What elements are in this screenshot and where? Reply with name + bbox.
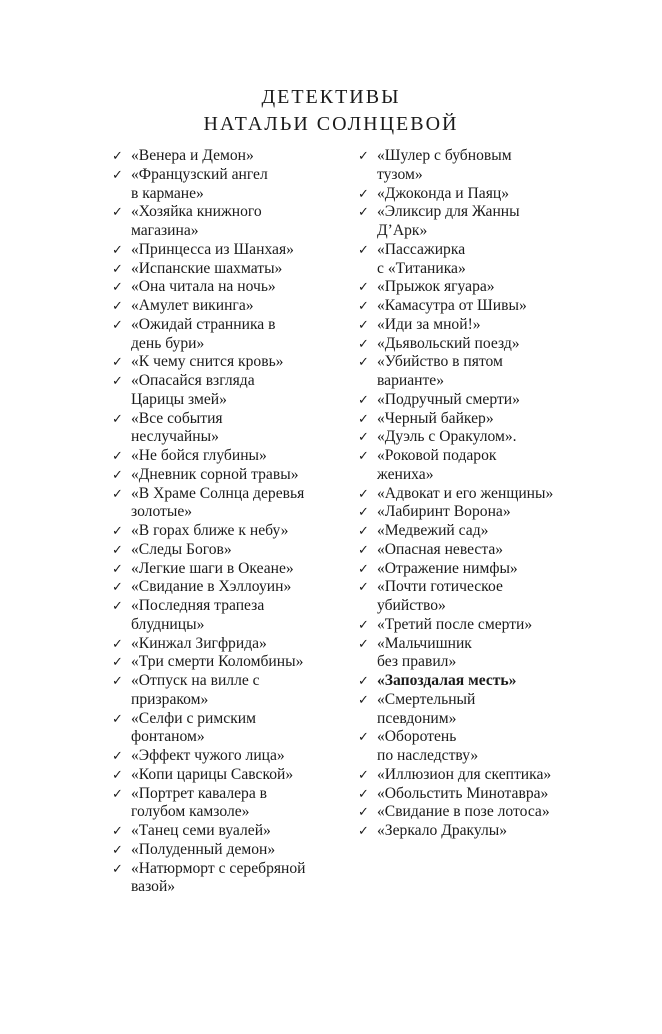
checkmark-icon: ✓ <box>112 579 123 595</box>
book-title: «Отражение нимфы» <box>377 559 518 577</box>
book-list-item <box>112 860 352 898</box>
checkmark-icon: ✓ <box>112 673 123 688</box>
checkmark-icon: ✓ <box>358 616 369 632</box>
book-title: «Полуденный демон» <box>131 840 276 858</box>
checkmark-icon: ✓ <box>112 485 123 501</box>
book-list-item <box>358 785 598 804</box>
checkmark-icon: ✓ <box>112 241 123 257</box>
book-list-item <box>112 166 352 204</box>
book-title: «Свидание в Хэллоуин» <box>131 578 292 596</box>
book-title: «Копи царицы Савской» <box>131 765 294 783</box>
book-list-item <box>358 560 598 579</box>
book-title: «Медвежий сад» <box>377 522 489 539</box>
checkmark-icon: ✓ <box>358 785 369 801</box>
checkmark-icon: ✓ <box>112 298 123 313</box>
book-title: «Отпуск на вилле с призраком» <box>131 672 260 708</box>
book-title: «Дьявольский поезд» <box>377 334 520 352</box>
checkmark-icon: ✓ <box>358 298 369 313</box>
book-title: «Свидание в позе лотоса» <box>377 803 550 821</box>
book-list-item <box>112 522 352 541</box>
checkmark-icon: ✓ <box>112 860 123 876</box>
book-title: «Запоздалая месть» <box>377 672 517 689</box>
book-title: «Иди за мной!» <box>377 315 481 333</box>
checkmark-icon: ✓ <box>112 166 123 182</box>
book-title: «Ожидай странника в день бури» <box>131 315 276 352</box>
book-list-item <box>358 447 598 485</box>
checkmark-icon: ✓ <box>112 785 123 801</box>
book-list-item <box>112 353 352 372</box>
book-title: «Подручный смерти» <box>377 390 520 408</box>
checkmark-icon: ✓ <box>358 391 369 407</box>
checkmark-icon: ✓ <box>358 185 369 201</box>
book-list-item <box>112 541 352 560</box>
book-list-item <box>112 316 352 354</box>
book-list-item <box>358 635 598 673</box>
book-list-item <box>358 803 598 822</box>
book-list-item <box>112 653 352 672</box>
book-title: «Хозяйка книжного магазина» <box>131 203 262 239</box>
book-list-item <box>112 560 352 579</box>
book-title: «Смертельный псевдоним» <box>377 690 476 727</box>
checkmark-icon: ✓ <box>112 598 123 613</box>
book-list-item <box>112 447 352 466</box>
book-title: «Дневник сорной травы» <box>131 465 299 483</box>
book-title: «Почти готическое убийство» <box>377 578 503 614</box>
book-list-item <box>358 728 598 766</box>
book-title: «Эффект чужого лица» <box>131 747 285 764</box>
book-title: «Не бойся глубины» <box>131 447 267 464</box>
checkmark-icon: ✓ <box>358 729 369 745</box>
book-list-item <box>358 672 598 691</box>
book-title: «Селфи с римским фонтаном» <box>131 709 256 746</box>
book-title: «Она читала на ночь» <box>131 278 276 296</box>
book-list-item <box>112 241 352 260</box>
checkmark-icon: ✓ <box>358 204 369 220</box>
checkmark-icon: ✓ <box>112 523 123 538</box>
book-list-item <box>358 691 598 729</box>
book-title: «Зеркало Дракулы» <box>377 822 508 839</box>
checkmark-icon: ✓ <box>112 354 123 370</box>
book-title: «Последняя трапеза блудницы» <box>131 597 265 633</box>
book-title: «Камасутра от Шивы» <box>377 297 527 314</box>
checkmark-icon: ✓ <box>112 466 123 482</box>
checkmark-icon: ✓ <box>358 485 369 501</box>
book-list-item <box>358 578 598 616</box>
book-title: «Дуэль с Оракулом». <box>377 428 517 446</box>
checkmark-icon: ✓ <box>112 823 123 838</box>
checkmark-icon: ✓ <box>358 504 369 520</box>
book-title: «Иллюзион для скептика» <box>377 765 552 783</box>
checkmark-icon: ✓ <box>112 279 123 295</box>
book-title: «Натюрморт с серебряной вазой» <box>131 859 306 896</box>
book-title: «Танец семи вуалей» <box>131 822 271 839</box>
book-list-item <box>358 316 598 335</box>
checkmark-icon: ✓ <box>358 635 369 651</box>
book-list-item <box>358 822 598 841</box>
book-list-item <box>358 541 598 560</box>
book-list-item <box>112 466 352 485</box>
book-title: «Оборотень по наследству» <box>377 728 479 764</box>
book-title: «К чему снится кровь» <box>131 353 284 371</box>
book-list-item <box>358 147 598 185</box>
book-list-item <box>112 372 352 410</box>
checkmark-icon: ✓ <box>358 523 369 538</box>
book-title: «Убийство в пятом варианте» <box>377 353 503 389</box>
book-title: «Мальчишник без правил» <box>377 634 472 671</box>
book-title: «Кинжал Зигфрида» <box>131 634 267 652</box>
book-list-item <box>112 785 352 823</box>
checkmark-icon: ✓ <box>358 148 369 163</box>
checkmark-icon: ✓ <box>358 429 369 445</box>
checkmark-icon: ✓ <box>112 541 123 557</box>
checkmark-icon: ✓ <box>112 260 123 276</box>
book-title: «Венера и Демон» <box>131 147 254 164</box>
book-list-item <box>112 635 352 654</box>
book-title: «В Храме Солнца деревья золотые» <box>131 484 305 521</box>
checkmark-icon: ✓ <box>112 373 123 388</box>
book-title: «Шулер с бубновым тузом» <box>377 147 512 183</box>
book-list-item <box>112 766 352 785</box>
checkmark-icon: ✓ <box>358 354 369 370</box>
book-list-item <box>358 203 598 241</box>
book-list-item <box>112 747 352 766</box>
book-title: «Лабиринт Ворона» <box>377 503 511 521</box>
checkmark-icon: ✓ <box>112 204 123 220</box>
book-list-item <box>358 616 598 635</box>
book-list-item <box>112 297 352 316</box>
book-list-item <box>112 260 352 279</box>
book-list-item <box>112 485 352 523</box>
book-title: «Роковой подарок жениха» <box>377 447 497 483</box>
book-list-item <box>112 672 352 710</box>
book-title: «Черный байкер» <box>377 409 494 427</box>
book-title: «Амулет викинга» <box>131 297 254 314</box>
book-list-item <box>358 185 598 204</box>
book-title: «Портрет кавалера в голубом камзоле» <box>131 784 268 821</box>
book-title: «Испанские шахматы» <box>131 259 283 277</box>
book-title: «Легкие шаги в Океане» <box>131 559 294 577</box>
checkmark-icon: ✓ <box>112 748 123 763</box>
book-list-item <box>112 578 352 597</box>
book-list-item <box>112 147 352 166</box>
book-list-item <box>112 841 352 860</box>
book-title: «Прыжок ягуара» <box>377 278 495 296</box>
checkmark-icon: ✓ <box>112 410 123 426</box>
book-list-item <box>358 410 598 429</box>
checkmark-icon: ✓ <box>358 560 369 576</box>
checkmark-icon: ✓ <box>358 691 369 707</box>
checkmark-icon: ✓ <box>358 766 369 782</box>
book-title: «Французский ангел в кармане» <box>131 165 268 202</box>
checkmark-icon: ✓ <box>112 654 123 670</box>
checkmark-icon: ✓ <box>358 335 369 351</box>
book-list-item <box>358 335 598 354</box>
book-list-item <box>358 522 598 541</box>
book-list-item <box>358 353 598 391</box>
checkmark-icon: ✓ <box>358 579 369 595</box>
book-title: «Адвокат и его женщины» <box>377 484 554 502</box>
title-line-2: НАТАЛЬИ СОЛНЦЕВОЙ <box>203 113 459 135</box>
book-list-item <box>112 278 352 297</box>
checkmark-icon: ✓ <box>358 804 369 820</box>
checkmark-icon: ✓ <box>112 448 123 463</box>
left-book-list <box>112 147 352 897</box>
book-title: «Эликсир для Жанны Д’Арк» <box>377 203 520 239</box>
right-book-list <box>358 147 598 841</box>
book-title: «Джоконда и Паяц» <box>377 184 510 202</box>
checkmark-icon: ✓ <box>112 148 123 163</box>
book-title: «Все события неслучайны» <box>131 409 223 446</box>
checkmark-icon: ✓ <box>358 673 369 688</box>
book-title: «Опасайся взгляда Царицы змей» <box>131 372 255 408</box>
checkmark-icon: ✓ <box>112 560 123 576</box>
book-title: «Опасная невеста» <box>377 540 504 558</box>
book-title: «В горах ближе к небу» <box>131 522 289 539</box>
checkmark-icon: ✓ <box>112 635 123 651</box>
book-title: «Принцесса из Шанхая» <box>131 240 294 258</box>
book-list-item <box>358 297 598 316</box>
checkmark-icon: ✓ <box>112 316 123 332</box>
book-title: «Третий после смерти» <box>377 615 533 633</box>
book-list-item <box>358 503 598 522</box>
book-title: «Следы Богов» <box>131 540 232 558</box>
book-list-item <box>112 410 352 448</box>
book-list-item <box>358 485 598 504</box>
page-title <box>0 84 662 138</box>
book-title: «Обольстить Минотавра» <box>377 784 549 802</box>
checkmark-icon: ✓ <box>358 823 369 838</box>
checkmark-icon: ✓ <box>358 410 369 426</box>
book-list-item <box>358 241 598 279</box>
book-list-item <box>112 203 352 241</box>
book-title: «Три смерти Коломбины» <box>131 653 304 671</box>
checkmark-icon: ✓ <box>112 766 123 782</box>
book-list-item <box>358 278 598 297</box>
checkmark-icon: ✓ <box>358 279 369 295</box>
checkmark-icon: ✓ <box>358 541 369 557</box>
checkmark-icon: ✓ <box>112 710 123 726</box>
book-list-item <box>358 766 598 785</box>
title-line-1: ДЕТЕКТИВЫ <box>261 86 401 108</box>
book-title: «Пассажирка с «Титаника» <box>377 240 466 277</box>
checkmark-icon: ✓ <box>358 448 369 463</box>
book-list-item <box>112 597 352 635</box>
checkmark-icon: ✓ <box>358 241 369 257</box>
book-list-item <box>112 710 352 748</box>
checkmark-icon: ✓ <box>112 841 123 857</box>
book-list-item <box>358 428 598 447</box>
checkmark-icon: ✓ <box>358 316 369 332</box>
book-list-item <box>112 822 352 841</box>
book-list-item <box>358 391 598 410</box>
